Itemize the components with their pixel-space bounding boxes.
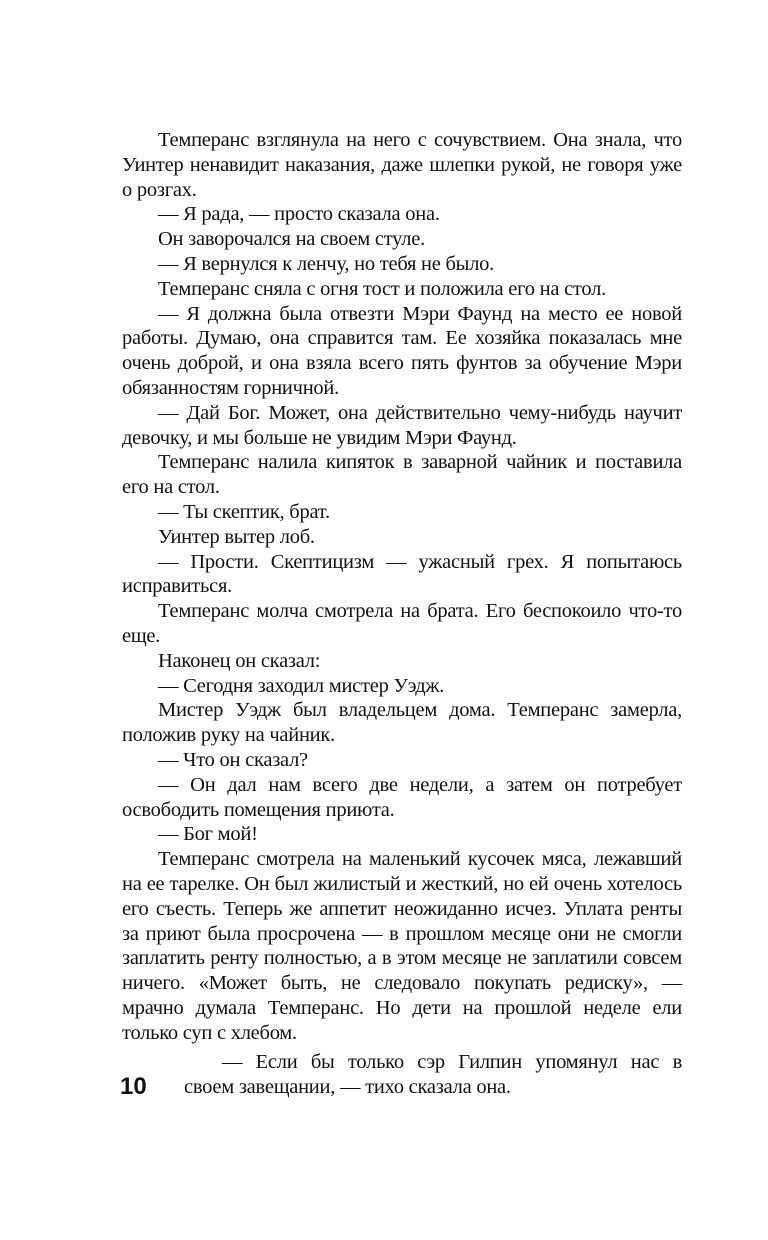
paragraph: Наконец он сказал: — [158, 649, 321, 672]
body-text — [122, 128, 682, 1045]
paragraph: Темперанс взглянула на него с сочувствием. Она знала, что Уинтер ненавидит наказания, даже шлепки рукой, не говоря уже о розгах. — [122, 129, 682, 201]
paragraph: — Прости. Скептицизм — ужасный грех. Я попытаюсь исправиться. — [122, 550, 682, 598]
paragraph: — Дай Бог. Может, она действительно чему-нибудь научит девочку, и мы больше не увидим Мэри Фаунд. — [122, 401, 682, 449]
paragraph: Темперанс налила кипяток в заварной чайник и поставила его на стол. — [122, 451, 682, 499]
paragraph: — Что он сказал? — [158, 748, 308, 771]
paragraph: — Я вернулся к ленчу, но тебя не было. — [158, 252, 495, 275]
paragraph: — Я должна была отвезти Мэри Фаунд на место ее новой работы. Думаю, она справится там. Ее хозяйка показалась мне очень доброй, и она взяла всего пять фунтов за обучение Мэри обязанностям горничной. — [122, 302, 682, 399]
final-line-1: — Если бы только сэр Гилпин упомянул нас в — [222, 1051, 682, 1073]
paragraph: Темперанс молча смотрела на брата. Его беспокоило что-то еще. — [122, 600, 682, 647]
final-line-2: своем завещании, — тихо сказала она. — [184, 1075, 511, 1098]
paragraph: — Сегодня заходил мистер Уэдж. — [158, 674, 445, 697]
paragraph: Мистер Уэдж был владельцем дома. Темперанс замерла, положив руку на чайник. — [122, 699, 682, 747]
paragraph: — Я рада, — просто сказала она. — [158, 203, 440, 226]
paragraph: Он заворочался на своем стуле. — [158, 228, 425, 251]
paragraph: Темперанс сняла с огня тост и положила его на стол. — [158, 277, 606, 300]
paragraph: — Бог мой! — [158, 823, 258, 846]
final-paragraph — [122, 1050, 682, 1100]
paragraph: — Он дал нам всего две недели, а затем он потребует освободить помещения приюта. — [122, 773, 682, 821]
page-number: 10 — [120, 1073, 147, 1100]
paragraph: Темперанс смотрела на маленький кусочек мяса, лежавший на ее тарелке. Он был жилистый и жесткий, но ей очень хотелось его съесть. Теперь же аппетит неожиданно исчез. Уплата ренты за приют была просрочена — в прошлом месяце они не смогли заплатить ренту полностью, а в этом месяце не заплатили совсем ничего. «Может быть, не следовало покупать редиску», — мрачно думала Темперанс. Но дети на прошлой неделе ели только суп с хлебом. — [122, 848, 682, 1044]
paragraph: Уинтер вытер лоб. — [158, 525, 315, 548]
paragraph: — Ты скептик, брат. — [158, 500, 330, 523]
